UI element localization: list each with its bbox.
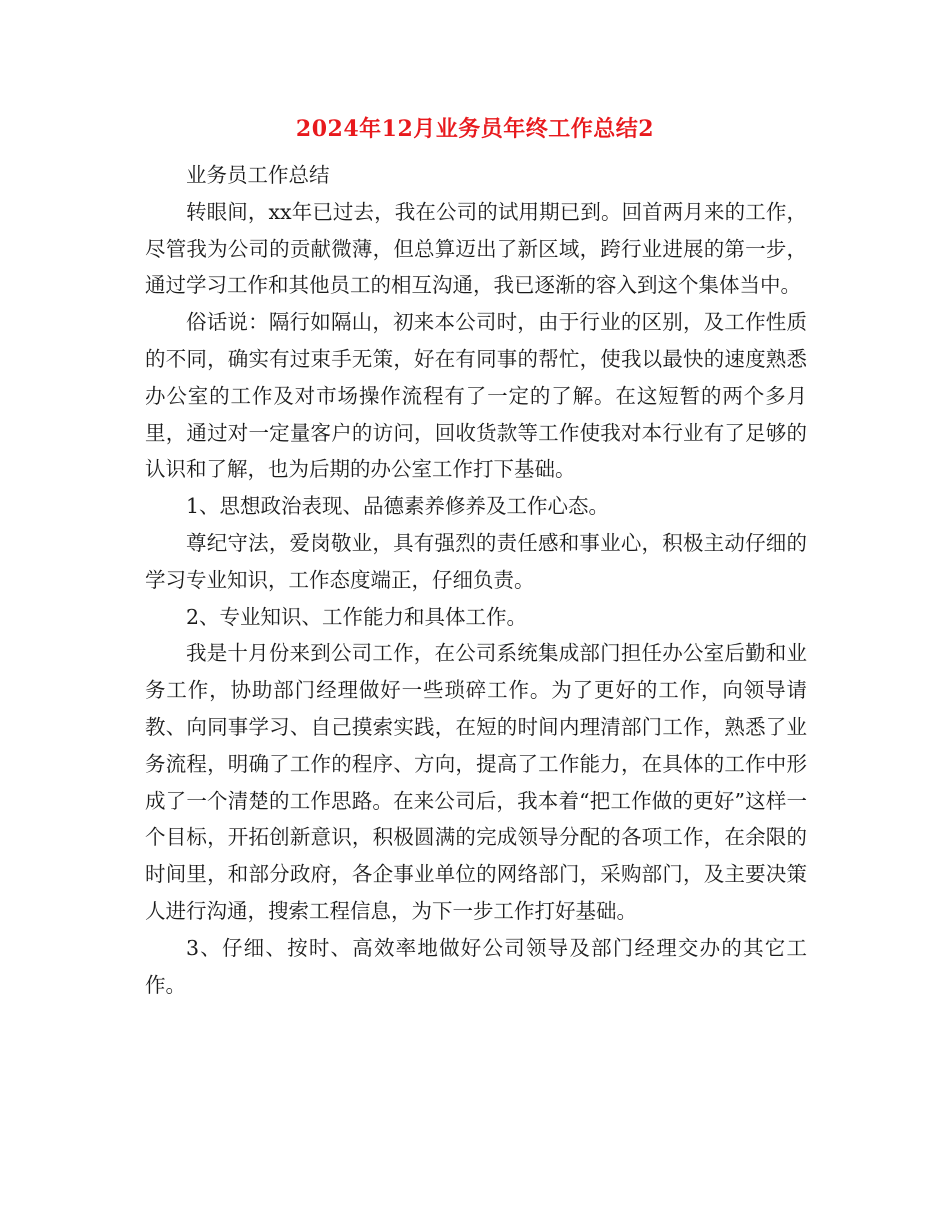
paragraph-heading: 业务员工作总结 [186, 163, 330, 187]
section-heading: 1、思想政治表现、品德素养修养及工作心态。 [186, 494, 610, 519]
paragraph: 俗话说：隔行如隔山，初来本公司时，由于行业的区别，及工作性质的不同，确实有过束手无策，好在有同事的帮忙，使我以最快的速度熟悉办公室的工作及对市场操作流程有了一定的了解。在这短暂的两个多月里，通过对一定量客户的访问，回收货款等工作使我对本行业有了足够的认识和了解，也为后期的办公室工作打下基础。 [145, 310, 807, 482]
document-body [145, 157, 807, 1003]
paragraph: 尊纪守法，爱岗敬业，具有强烈的责任感和事业心，积极主动仔细的学习专业知识，工作态度端正，仔细负责。 [145, 530, 807, 592]
paragraph: 转眼间，xx年已过去，我在公司的试用期已到。回首两月来的工作，尽管我为公司的贡献微薄，但总算迈出了新区域，跨行业进展的第一步，通过学习工作和其他员工的相互沟通，我已逐渐的容入到这个集体当中。 [145, 199, 807, 298]
section-heading: 3、仔细、按时、高效率地做好公司领导及部门经理交办的其它工作。 [145, 935, 807, 997]
document-title: 2024年12月业务员年终工作总结2 [295, 116, 655, 142]
paragraph: 我是十月份来到公司工作，在公司系统集成部门担任办公室后勤和业务工作，协助部门经理做好一些琐碎工作。为了更好的工作，向领导请教、向同事学习、自己摸索实践，在短的时间内理清部门工作，熟悉了业务流程，明确了工作的程序、方向，提高了工作能力，在具体的工作中形成了一个清楚的工作思路。在来公司后，我本着“把工作做的更好”这样一个目标，开拓创新意识，积极圆满的完成领导分配的各项工作，在余限的时间里，和部分政府，各企事业单位的网络部门，采购部门，及主要决策人进行沟通，搜索工程信息，为下一步工作打好基础。 [145, 641, 807, 923]
section-heading: 2、专业知识、工作能力和具体工作。 [186, 604, 528, 629]
